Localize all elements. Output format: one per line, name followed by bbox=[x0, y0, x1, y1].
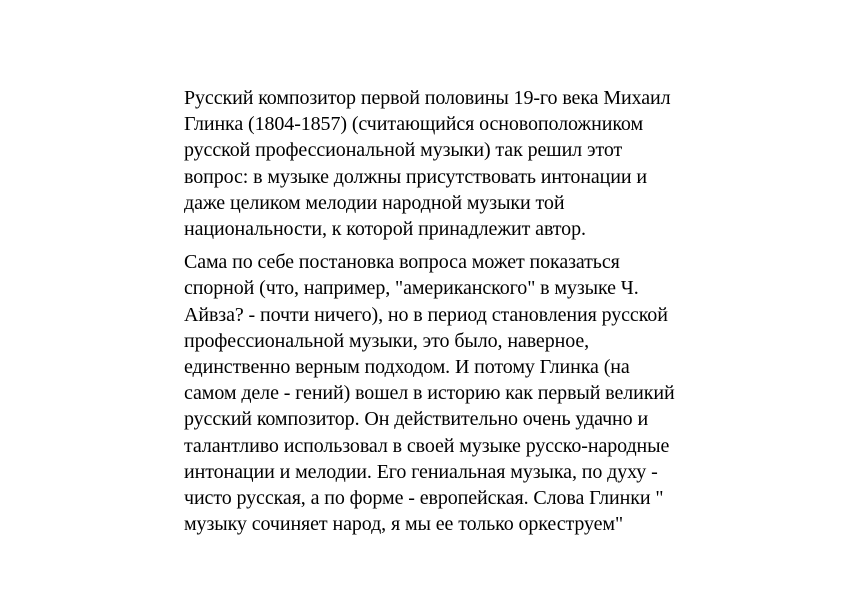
text-line: Русский композитор первой половины 19-го века Михаил bbox=[184, 87, 671, 109]
text-line: национальности, к которой принадлежит автор. bbox=[184, 218, 586, 241]
text-line: Глинка (1804-1857) (считающийся основоположником bbox=[184, 113, 644, 136]
text-line: вопрос: в музыке должны присутствовать интонации и bbox=[184, 165, 647, 188]
text-line: русской профессиональной музыки) так решил этот bbox=[184, 139, 623, 162]
text-line: музыку сочиняет народ, я мы ее только оркеструем" bbox=[184, 513, 624, 536]
text-line: русский композитор. Он действительно очень удачно и bbox=[184, 408, 649, 431]
paragraph-glinka-legacy bbox=[184, 249, 744, 537]
text-line: спорной (что, например, "американского" в музыке Ч. bbox=[184, 277, 639, 300]
paragraph-glinka-approach bbox=[184, 85, 744, 242]
text-line: самом деле - гений) вошел в историю как первый великий bbox=[184, 382, 675, 405]
text-line: чисто русская, а по форме - европейская. Слова Глинки " bbox=[184, 487, 664, 510]
text-line: профессиональной музыки, это было, наверное, bbox=[184, 329, 590, 352]
text-line: Сама по себе постановка вопроса может показаться bbox=[184, 251, 620, 274]
text-line: даже целиком мелодии народной музыки той bbox=[184, 191, 565, 214]
text-line: интонации и мелодии. Его гениальная музыка, по духу - bbox=[184, 460, 658, 483]
slide-text-block bbox=[184, 85, 744, 537]
text-line: Айвза? - почти ничего), но в период становления русской bbox=[184, 303, 668, 326]
text-line: талантливо использовал в своей музыке русско-народные bbox=[184, 434, 670, 457]
text-line: единственно верным подходом. И потому Глинка (на bbox=[184, 356, 630, 379]
